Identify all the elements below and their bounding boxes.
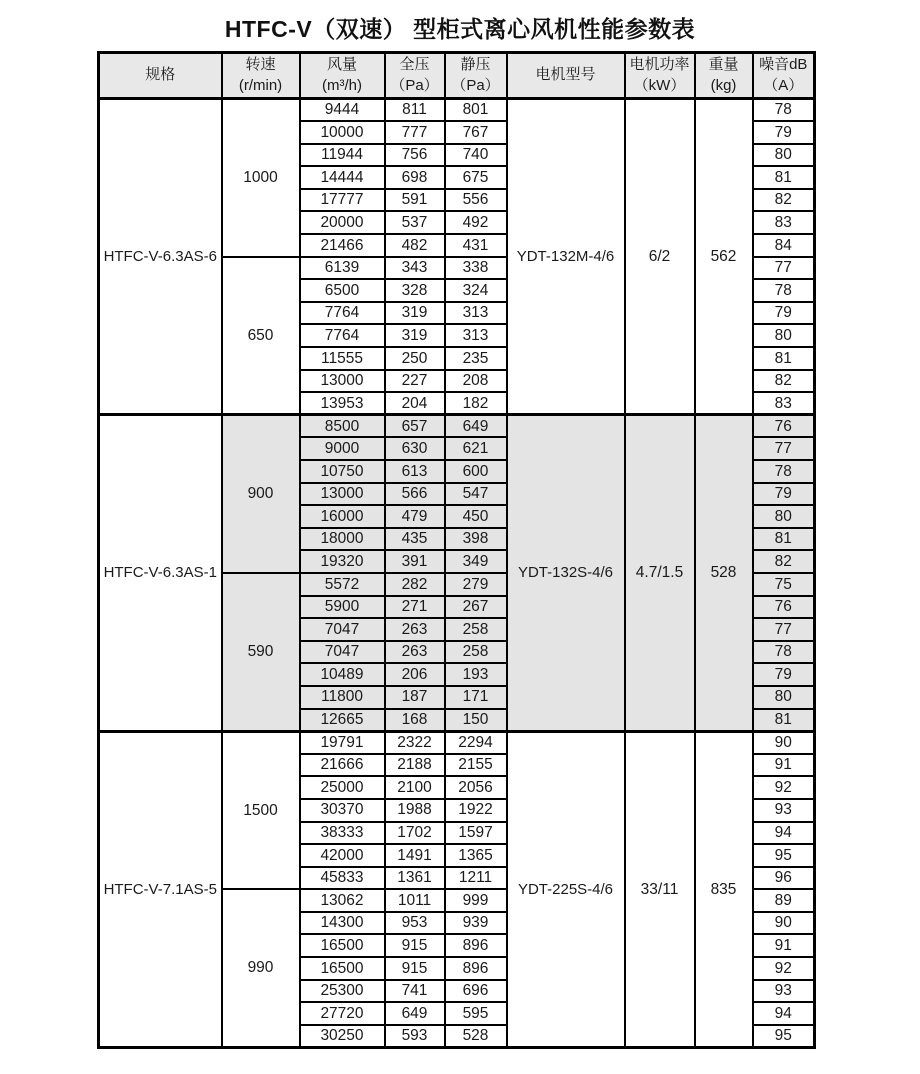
- static-pressure-cell: 398: [445, 528, 507, 551]
- col-header-spec: 规格: [99, 53, 222, 99]
- spec-cell: HTFC-V-6.3AS-6: [99, 99, 222, 415]
- noise-cell: 83: [753, 211, 815, 234]
- col-header-motor-model: 电机型号: [507, 53, 625, 99]
- static-pressure-cell: 193: [445, 663, 507, 686]
- total-pressure-cell: 263: [385, 641, 445, 664]
- airflow-cell: 10750: [300, 460, 385, 483]
- static-pressure-cell: 150: [445, 709, 507, 732]
- total-pressure-cell: 187: [385, 686, 445, 709]
- noise-cell: 78: [753, 279, 815, 302]
- static-pressure-cell: 649: [445, 415, 507, 438]
- airflow-cell: 13000: [300, 483, 385, 506]
- total-pressure-cell: 263: [385, 618, 445, 641]
- total-pressure-cell: 2100: [385, 776, 445, 799]
- table-header-row: [99, 53, 815, 99]
- noise-cell: 79: [753, 663, 815, 686]
- static-pressure-cell: 528: [445, 1025, 507, 1048]
- airflow-cell: 7047: [300, 641, 385, 664]
- total-pressure-cell: 777: [385, 121, 445, 144]
- motor-power-cell: 33/11: [625, 731, 695, 1047]
- static-pressure-cell: 492: [445, 211, 507, 234]
- airflow-cell: 7047: [300, 618, 385, 641]
- speed-cell: 590: [222, 573, 300, 731]
- airflow-cell: 11944: [300, 144, 385, 167]
- airflow-cell: 11555: [300, 347, 385, 370]
- airflow-cell: 5572: [300, 573, 385, 596]
- total-pressure-cell: 811: [385, 99, 445, 122]
- static-pressure-cell: 235: [445, 347, 507, 370]
- noise-cell: 92: [753, 957, 815, 980]
- static-pressure-cell: 801: [445, 99, 507, 122]
- noise-cell: 95: [753, 844, 815, 867]
- airflow-cell: 6139: [300, 257, 385, 280]
- fan-performance-table: [97, 51, 816, 1049]
- total-pressure-cell: 271: [385, 596, 445, 619]
- airflow-cell: 38333: [300, 822, 385, 845]
- page-title: HTFC-V（双速） 型柜式离心风机性能参数表: [224, 16, 696, 42]
- table-body: [99, 99, 815, 1048]
- motor-model-cell: YDT-132M-4/6: [507, 99, 625, 415]
- total-pressure-cell: 168: [385, 709, 445, 732]
- noise-cell: 82: [753, 189, 815, 212]
- total-pressure-cell: 1361: [385, 867, 445, 890]
- noise-cell: 78: [753, 99, 815, 122]
- airflow-cell: 12665: [300, 709, 385, 732]
- noise-cell: 93: [753, 980, 815, 1003]
- static-pressure-cell: 621: [445, 437, 507, 460]
- static-pressure-cell: 258: [445, 618, 507, 641]
- static-pressure-cell: 740: [445, 144, 507, 167]
- spec-cell: HTFC-V-7.1AS-5: [99, 731, 222, 1047]
- static-pressure-cell: 896: [445, 957, 507, 980]
- noise-cell: 81: [753, 347, 815, 370]
- static-pressure-cell: 338: [445, 257, 507, 280]
- static-pressure-cell: 1597: [445, 822, 507, 845]
- noise-cell: 81: [753, 528, 815, 551]
- total-pressure-cell: 593: [385, 1025, 445, 1048]
- total-pressure-cell: 698: [385, 166, 445, 189]
- airflow-cell: 11800: [300, 686, 385, 709]
- noise-cell: 80: [753, 144, 815, 167]
- col-header-weight: 重量 (kg): [695, 53, 753, 99]
- motor-model-cell: YDT-225S-4/6: [507, 731, 625, 1047]
- total-pressure-cell: 915: [385, 957, 445, 980]
- noise-cell: 77: [753, 257, 815, 280]
- noise-cell: 90: [753, 731, 815, 754]
- noise-cell: 77: [753, 618, 815, 641]
- col-header-airflow: 风量 (m³/h): [300, 53, 385, 99]
- noise-cell: 83: [753, 392, 815, 415]
- airflow-cell: 14300: [300, 912, 385, 935]
- motor-power-cell: 6/2: [625, 99, 695, 415]
- total-pressure-cell: 391: [385, 550, 445, 573]
- static-pressure-cell: 595: [445, 1002, 507, 1025]
- noise-cell: 90: [753, 912, 815, 935]
- table-row: [99, 731, 815, 754]
- static-pressure-cell: 182: [445, 392, 507, 415]
- total-pressure-cell: 591: [385, 189, 445, 212]
- static-pressure-cell: 208: [445, 370, 507, 393]
- airflow-cell: 25300: [300, 980, 385, 1003]
- static-pressure-cell: 2294: [445, 731, 507, 754]
- airflow-cell: 16500: [300, 934, 385, 957]
- noise-cell: 76: [753, 596, 815, 619]
- speed-cell: 900: [222, 415, 300, 573]
- static-pressure-cell: 450: [445, 505, 507, 528]
- col-header-static-pressure: 静压 （Pa）: [445, 53, 507, 99]
- col-header-speed: 转速 (r/min): [222, 53, 300, 99]
- airflow-cell: 19320: [300, 550, 385, 573]
- total-pressure-cell: 649: [385, 1002, 445, 1025]
- noise-cell: 76: [753, 415, 815, 438]
- speed-cell: 1000: [222, 99, 300, 257]
- airflow-cell: 16500: [300, 957, 385, 980]
- airflow-cell: 17777: [300, 189, 385, 212]
- total-pressure-cell: 227: [385, 370, 445, 393]
- col-header-total-pressure: 全压 （Pa）: [385, 53, 445, 99]
- total-pressure-cell: 1702: [385, 822, 445, 845]
- noise-cell: 81: [753, 709, 815, 732]
- static-pressure-cell: 171: [445, 686, 507, 709]
- total-pressure-cell: 613: [385, 460, 445, 483]
- noise-cell: 77: [753, 437, 815, 460]
- total-pressure-cell: 250: [385, 347, 445, 370]
- static-pressure-cell: 313: [445, 324, 507, 347]
- speed-cell: 1500: [222, 731, 300, 889]
- noise-cell: 79: [753, 302, 815, 325]
- total-pressure-cell: 2322: [385, 731, 445, 754]
- airflow-cell: 30250: [300, 1025, 385, 1048]
- airflow-cell: 42000: [300, 844, 385, 867]
- weight-cell: 528: [695, 415, 753, 731]
- total-pressure-cell: 206: [385, 663, 445, 686]
- static-pressure-cell: 431: [445, 234, 507, 257]
- speed-cell: 990: [222, 889, 300, 1047]
- noise-cell: 80: [753, 686, 815, 709]
- total-pressure-cell: 915: [385, 934, 445, 957]
- noise-cell: 89: [753, 889, 815, 912]
- total-pressure-cell: 953: [385, 912, 445, 935]
- total-pressure-cell: 204: [385, 392, 445, 415]
- static-pressure-cell: 1922: [445, 799, 507, 822]
- total-pressure-cell: 1988: [385, 799, 445, 822]
- noise-cell: 82: [753, 370, 815, 393]
- airflow-cell: 18000: [300, 528, 385, 551]
- static-pressure-cell: 547: [445, 483, 507, 506]
- col-header-noise: 噪音dB （A）: [753, 53, 815, 99]
- total-pressure-cell: 1491: [385, 844, 445, 867]
- total-pressure-cell: 319: [385, 324, 445, 347]
- static-pressure-cell: 675: [445, 166, 507, 189]
- motor-model-cell: YDT-132S-4/6: [507, 415, 625, 731]
- static-pressure-cell: 939: [445, 912, 507, 935]
- noise-cell: 79: [753, 483, 815, 506]
- airflow-cell: 14444: [300, 166, 385, 189]
- airflow-cell: 21466: [300, 234, 385, 257]
- static-pressure-cell: 267: [445, 596, 507, 619]
- airflow-cell: 9444: [300, 99, 385, 122]
- static-pressure-cell: 2056: [445, 776, 507, 799]
- airflow-cell: 9000: [300, 437, 385, 460]
- noise-cell: 78: [753, 460, 815, 483]
- static-pressure-cell: 313: [445, 302, 507, 325]
- static-pressure-cell: 999: [445, 889, 507, 912]
- total-pressure-cell: 566: [385, 483, 445, 506]
- total-pressure-cell: 756: [385, 144, 445, 167]
- noise-cell: 82: [753, 550, 815, 573]
- static-pressure-cell: 1211: [445, 867, 507, 890]
- total-pressure-cell: 537: [385, 211, 445, 234]
- airflow-cell: 30370: [300, 799, 385, 822]
- airflow-cell: 20000: [300, 211, 385, 234]
- static-pressure-cell: 279: [445, 573, 507, 596]
- noise-cell: 78: [753, 641, 815, 664]
- noise-cell: 79: [753, 121, 815, 144]
- airflow-cell: 13953: [300, 392, 385, 415]
- motor-power-cell: 4.7/1.5: [625, 415, 695, 731]
- col-header-motor-power: 电机功率 （kW）: [625, 53, 695, 99]
- airflow-cell: 27720: [300, 1002, 385, 1025]
- total-pressure-cell: 482: [385, 234, 445, 257]
- static-pressure-cell: 258: [445, 641, 507, 664]
- static-pressure-cell: 896: [445, 934, 507, 957]
- noise-cell: 91: [753, 934, 815, 957]
- total-pressure-cell: 1011: [385, 889, 445, 912]
- table-row: [99, 415, 815, 438]
- total-pressure-cell: 319: [385, 302, 445, 325]
- airflow-cell: 21666: [300, 754, 385, 777]
- noise-cell: 80: [753, 324, 815, 347]
- noise-cell: 95: [753, 1025, 815, 1048]
- static-pressure-cell: 2155: [445, 754, 507, 777]
- airflow-cell: 19791: [300, 731, 385, 754]
- noise-cell: 94: [753, 822, 815, 845]
- noise-cell: 81: [753, 166, 815, 189]
- noise-cell: 96: [753, 867, 815, 890]
- noise-cell: 91: [753, 754, 815, 777]
- speed-cell: 650: [222, 257, 300, 415]
- airflow-cell: 7764: [300, 302, 385, 325]
- table-row: [99, 99, 815, 122]
- total-pressure-cell: 657: [385, 415, 445, 438]
- noise-cell: 80: [753, 505, 815, 528]
- total-pressure-cell: 328: [385, 279, 445, 302]
- noise-cell: 84: [753, 234, 815, 257]
- airflow-cell: 16000: [300, 505, 385, 528]
- weight-cell: 835: [695, 731, 753, 1047]
- static-pressure-cell: 349: [445, 550, 507, 573]
- static-pressure-cell: 324: [445, 279, 507, 302]
- total-pressure-cell: 282: [385, 573, 445, 596]
- total-pressure-cell: 479: [385, 505, 445, 528]
- airflow-cell: 45833: [300, 867, 385, 890]
- noise-cell: 92: [753, 776, 815, 799]
- spec-cell: HTFC-V-6.3AS-1: [99, 415, 222, 731]
- static-pressure-cell: 556: [445, 189, 507, 212]
- airflow-cell: 7764: [300, 324, 385, 347]
- total-pressure-cell: 2188: [385, 754, 445, 777]
- noise-cell: 94: [753, 1002, 815, 1025]
- total-pressure-cell: 343: [385, 257, 445, 280]
- airflow-cell: 13062: [300, 889, 385, 912]
- static-pressure-cell: 600: [445, 460, 507, 483]
- airflow-cell: 10489: [300, 663, 385, 686]
- weight-cell: 562: [695, 99, 753, 415]
- airflow-cell: 13000: [300, 370, 385, 393]
- airflow-cell: 10000: [300, 121, 385, 144]
- static-pressure-cell: 1365: [445, 844, 507, 867]
- airflow-cell: 25000: [300, 776, 385, 799]
- static-pressure-cell: 767: [445, 121, 507, 144]
- total-pressure-cell: 741: [385, 980, 445, 1003]
- noise-cell: 93: [753, 799, 815, 822]
- total-pressure-cell: 435: [385, 528, 445, 551]
- airflow-cell: 5900: [300, 596, 385, 619]
- static-pressure-cell: 696: [445, 980, 507, 1003]
- airflow-cell: 8500: [300, 415, 385, 438]
- noise-cell: 75: [753, 573, 815, 596]
- total-pressure-cell: 630: [385, 437, 445, 460]
- airflow-cell: 6500: [300, 279, 385, 302]
